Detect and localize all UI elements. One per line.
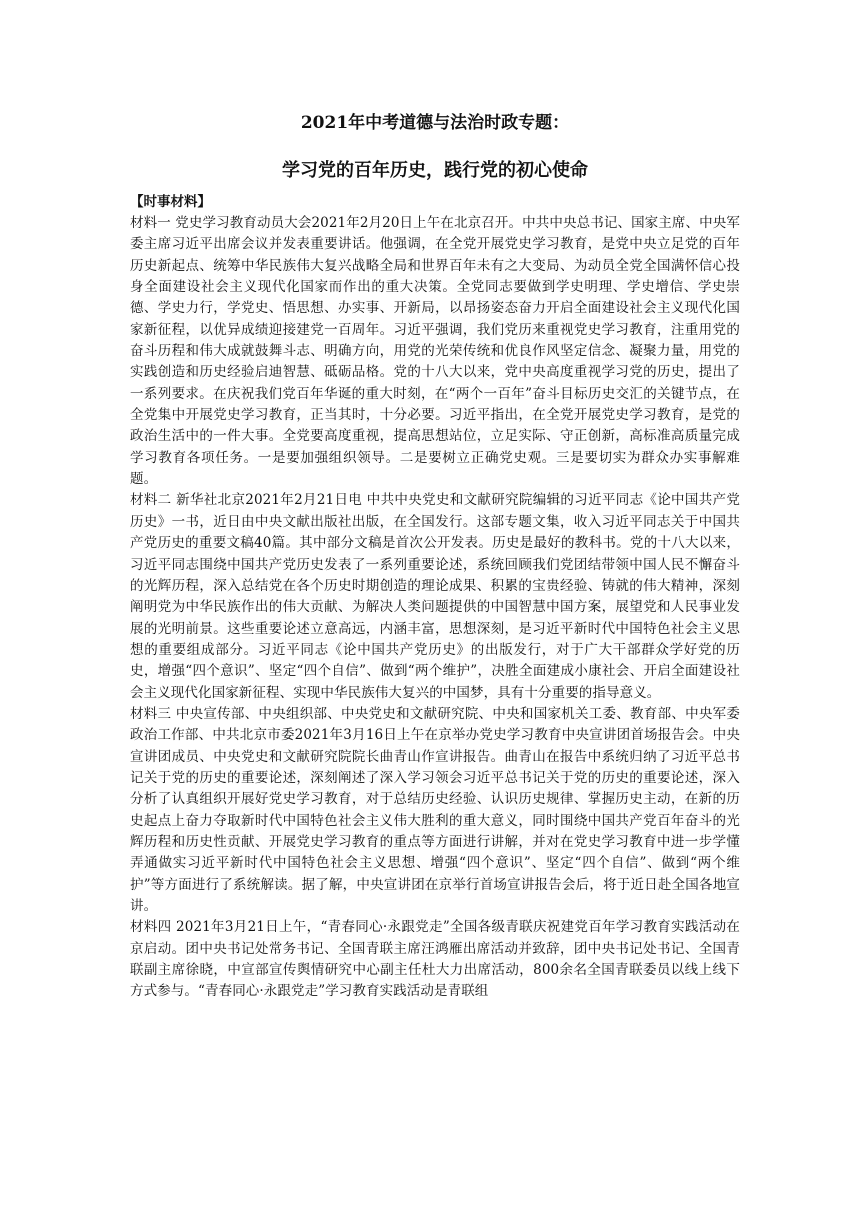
material-one-paragraph: 材料一 党史学习教育动员大会2021年2月20日上午在北京召开。中共中央总书记、国家主席、中央军委主席习近平出席会议并发表重要讲话。他强调，在全党开展党史学习教育，是党中央立足党的百年历史新起点、统筹中华民族伟大复兴战略全局和世界百年未有之大变局、为动员全党全国满怀信心投身全面建设社会主义现代化国家而作出的重大决策。全党同志要做到学史明理、学史增信、学史崇德、学史力行，学党史、悟思想、办实事、开新局，以昂扬姿态奋力开启全面建设社会主义现代化国家新征程，以优异成绩迎接建党一百周年。习近平强调，我们党历来重视党史学习教育，注重用党的奋斗历程和伟大成就鼓舞斗志、明确方向，用党的光荣传统和优良作风坚定信念、凝聚力量，用党的实践创造和历史经验启迪智慧、砥砺品格。党的十八大以来，党中央高度重视学习党的历史，提出了一系列要求。在庆祝我们党百年华诞的重大时刻，在“两个一百年”奋斗目标历史交汇的关键节点，在全党集中开展党史学习教育，正当其时，十分必要。习近平指出，在全党开展党史学习教育，是党的政治生活中的一件大事。全党要高度重视，提高思想站位，立足实际、守正创新，高标准高质量完成学习教育各项任务。一是要加强组织领导。二是要树立正确党史观。三是要切实为群众办实事解难题。 bbox=[130, 215, 740, 488]
document-page bbox=[130, 112, 740, 1003]
material-four-paragraph: 材料四 2021年3月21日上午，“青春同心·永跟党走”全国各级青联庆祝建党百年学习教育实践活动在京启动。团中央书记处常务书记、全国青联主席汪鸿雁出席活动并致辞，团中央书记处书记、全国青联副主席徐晓，中宣部宣传舆情研究中心副主任杜大力出席活动，800余名全国青联委员以线上线下方式参与。“青春同心·永跟党走”学习教育实践活动是青联组 bbox=[130, 919, 740, 1000]
material-three-paragraph: 材料三 中央宣传部、中央组织部、中央党史和文献研究院、中央和国家机关工委、教育部、中央军委政治工作部、中共北京市委2021年3月16日上午在京举办党史学习教育中央宣讲团首场报告会。中央宣讲团成员、中央党史和文献研究院院长曲青山作宣讲报告。曲青山在报告中系统归纳了习近平总书记关于党的历史的重要论述，深刻阐述了深入学习领会习近平总书记关于党的历史的重要论述，深入分析了认真组织开展好党史学习教育，对于总结历史经验、认识历史规律、掌握历史主动，在新的历史起点上奋力夺取新时代中国特色社会主义伟大胜利的重大意义，同时围绕中国共产党百年奋斗的光辉历程和历史性贡献、开展党史学习教育的重点等方面进行讲解，并对在党史学习教育中进一步学懂弄通做实习近平新时代中国特色社会主义思想、增强“四个意识”、坚定“四个自信”、做到“两个维护”等方面进行了系统解读。据了解，中央宣讲团在京举行首场宣讲报告会后，将于近日赴全国各地宣讲。 bbox=[130, 705, 740, 914]
section-heading: 【时事材料】 bbox=[130, 194, 211, 210]
material-two-paragraph: 材料二 新华社北京2021年2月21日电 中共中央党史和文献研究院编辑的习近平同志《论中国共产党历史》一书，近日由中央文献出版社出版，在全国发行。这部专题文集，收入习近平同志关于中国共产党历史的重要文稿40篇。其中部分文稿是首次公开发表。历史是最好的教科书。党的十八大以来，习近平同志围绕中国共产党历史发表了一系列重要论述，系统回顾我们党团结带领中国人民不懈奋斗的光辉历程，深入总结党在各个历史时期创造的理论成果、积累的宝贵经验、铸就的伟大精神，深刻阐明党为中华民族作出的伟大贡献、为解决人类问题提供的中国智慧中国方案，展望党和人民事业发展的光明前景。这些重要论述立意高远，内涵丰富，思想深刻，是习近平新时代中国特色社会主义思想的重要组成部分。习近平同志《论中国共产党历史》的出版发行，对于广大干部群众学好党的历史，增强“四个意识”、坚定“四个自信”、做到“两个维护”，决胜全面建成小康社会、开启全面建设社会主义现代化国家新征程、实现中华民族伟大复兴的中国梦，具有十分重要的指导意义。 bbox=[130, 492, 740, 701]
document-subtitle: 学习党的百年历史，践行党的初心使命 bbox=[282, 160, 588, 181]
document-title: 2021年中考道德与法治时政专题： bbox=[300, 113, 570, 133]
